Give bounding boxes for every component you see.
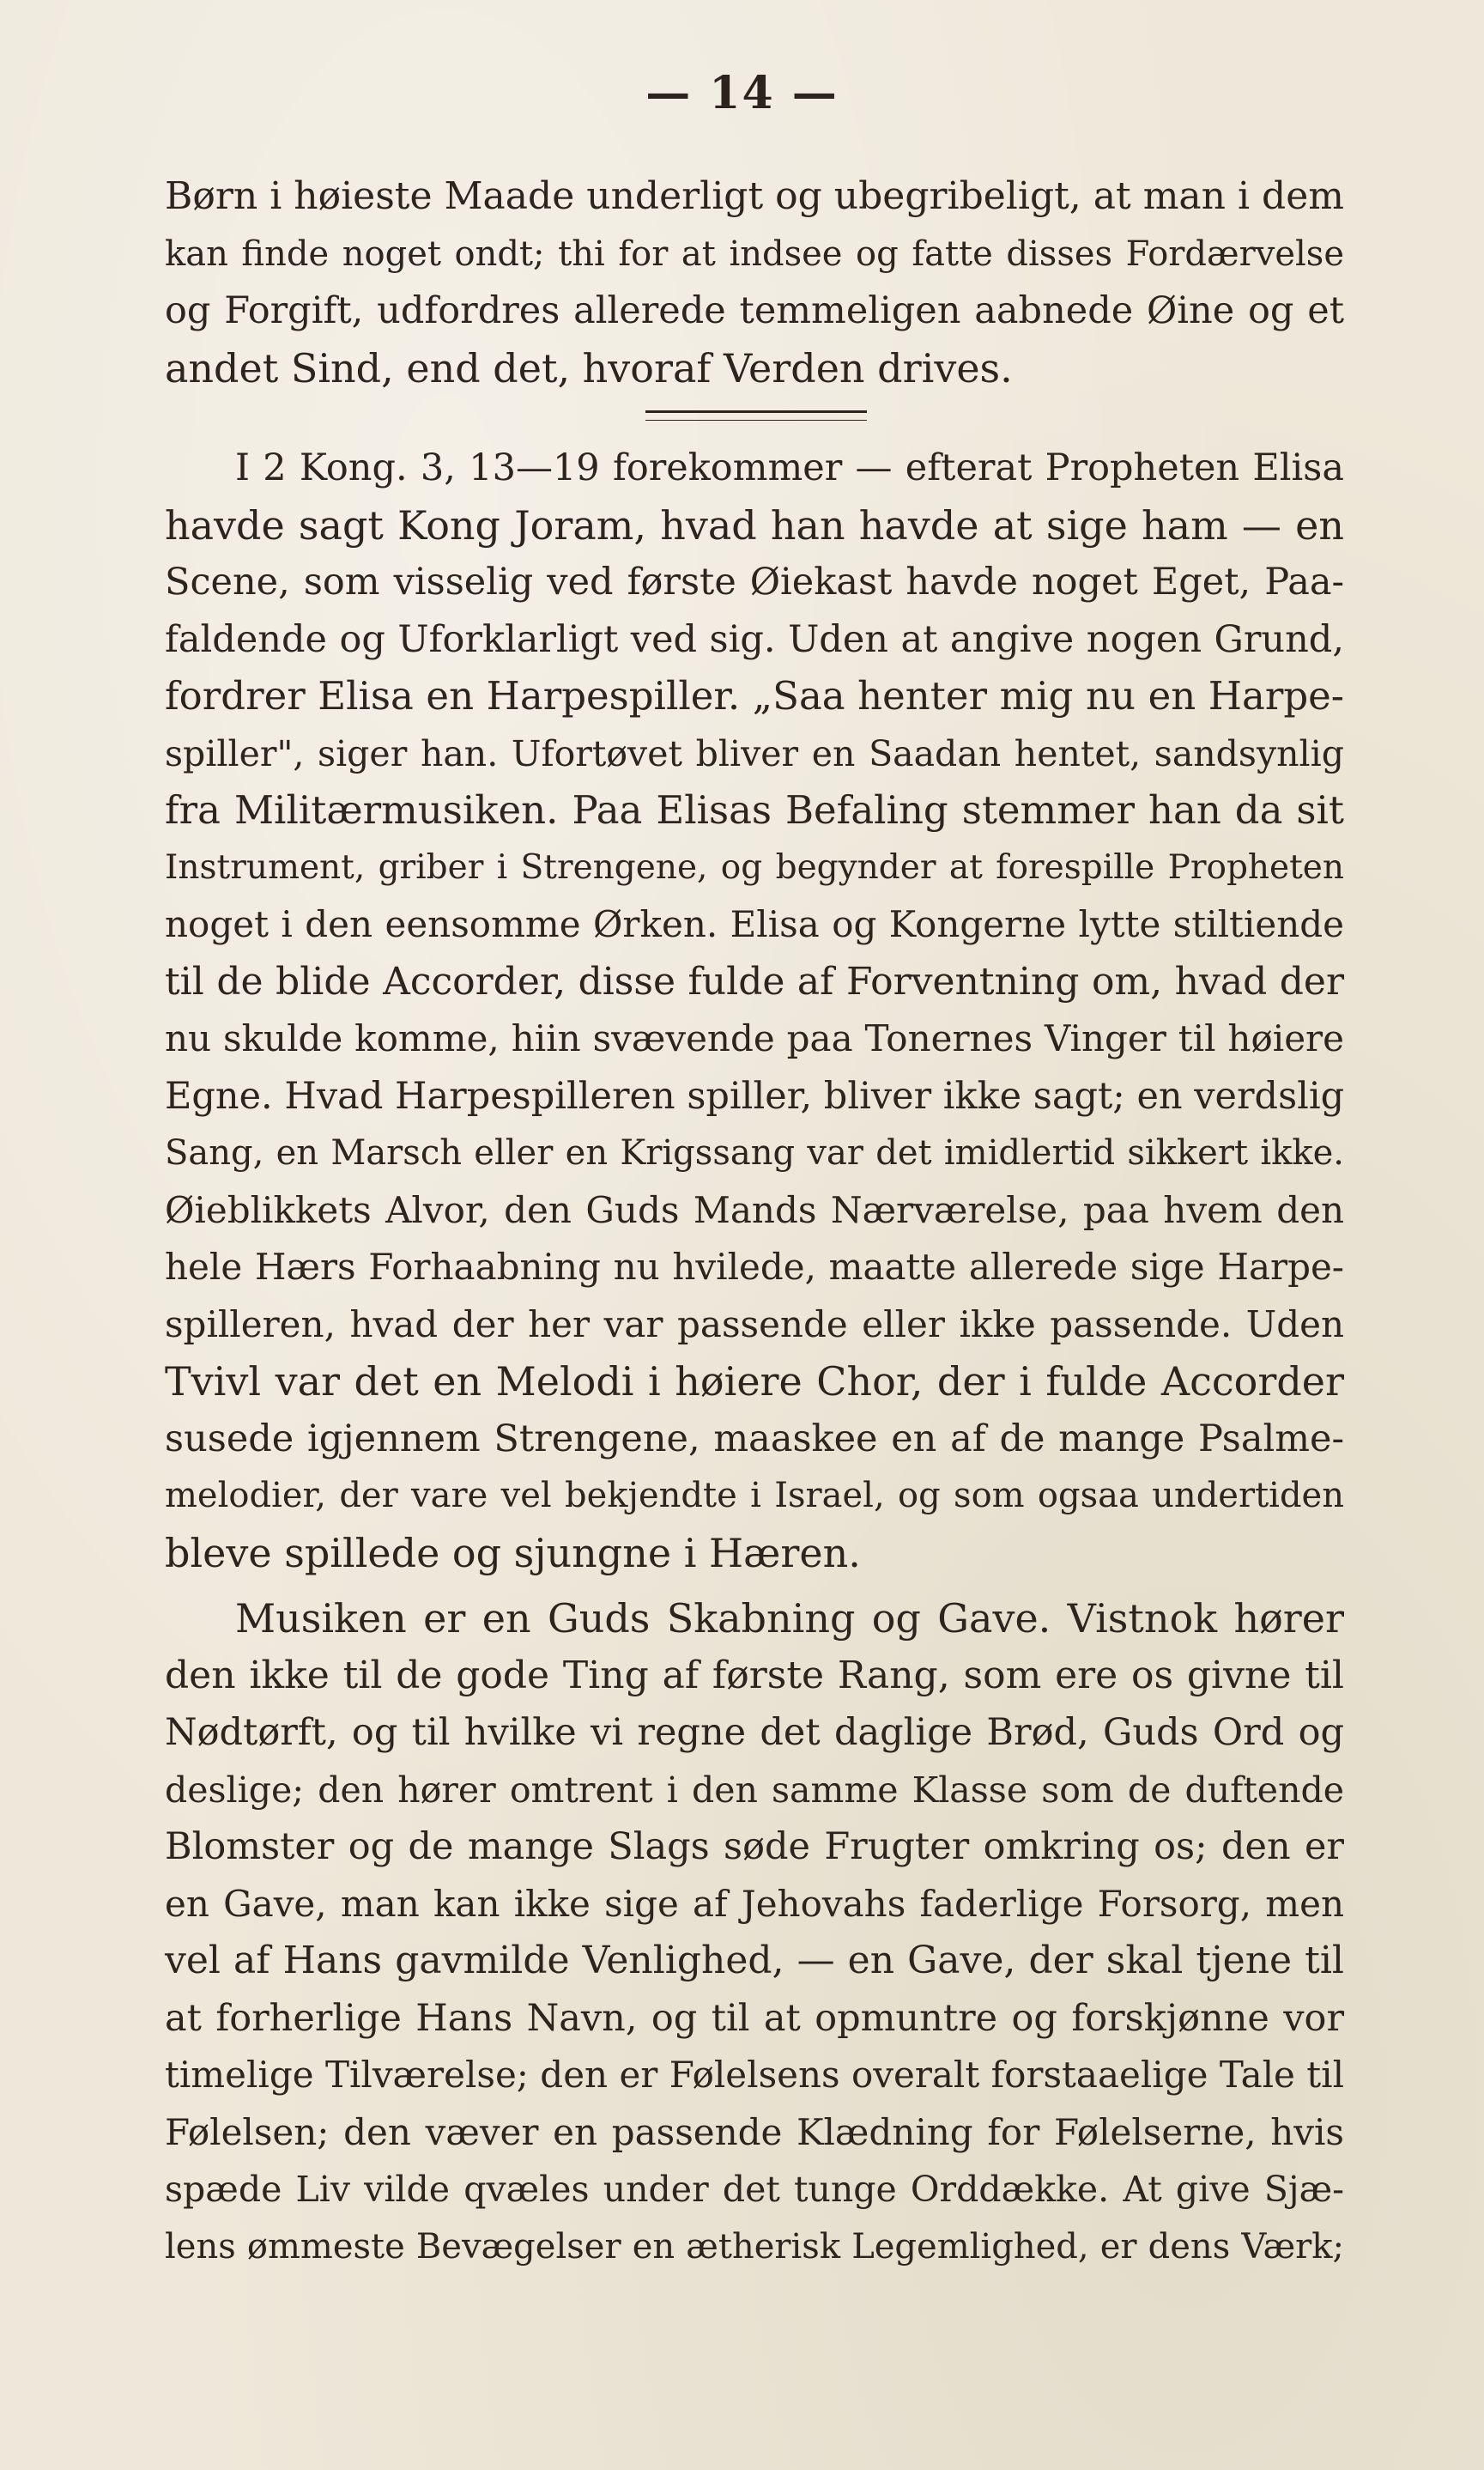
text-line: Sang, en Marsch eller en Krigssang var det imidlertid sikkert ikke.	[165, 1133, 1344, 1173]
text-line: spiller", siger han. Ufortøvet bliver en Saadan hentet, sandsynlig	[165, 732, 1344, 774]
text-line: melodier, der vare vel bekjendte i Israel, og som ogsaa undertiden	[165, 1476, 1344, 1515]
text-line: at forherlige Hans Navn, og til at opmuntre og forskjønne vor	[165, 1996, 1344, 2040]
text-line: og Forgift, udfordres allerede temmeligen aabnede Øine og et	[165, 289, 1344, 332]
text-line: Blomster og de mange Slags søde Frugter omkring os; den er	[165, 1825, 1344, 1868]
text-line: Nødtørft, og til hvilke vi regne det daglige Brød, Guds Ord og	[165, 1711, 1344, 1754]
text-line: havde sagt Kong Joram, hvad han havde at sige ham — en	[165, 501, 1344, 549]
text-line: Øieblikkets Alvor, den Guds Mands Nærværelse, paa hvem den	[165, 1188, 1344, 1231]
paragraph-1	[165, 168, 1344, 397]
text-line: Musiken er en Guds Skabning og Gave. Vistnok hører	[235, 1595, 1344, 1642]
text-line: lens ømmeste Bevægelser en ætherisk Legemlighed, er dens Værk;	[165, 2226, 1344, 2267]
text-line: Egne. Hvad Harpespilleren spiller, bliver ikke sagt; en verdslig	[165, 1074, 1345, 1118]
section-divider	[645, 410, 867, 421]
text-line: andet Sind, end det, hvoraf Verden drives.	[165, 344, 1013, 391]
text-line: I 2 Kong. 3, 13—19 forekommer — efterat Propheten Elisa	[235, 446, 1344, 489]
text-line: timelige Tilværelse; den er Følelsens overalt forstaaelige Tale til	[165, 2054, 1345, 2096]
text-line: kan finde noget ondt; thi for at indsee og fatte disses Fordærvelse	[165, 234, 1344, 274]
text-line: spæde Liv vilde qvæles under det tunge Orddække. At give Sjæ-	[165, 2169, 1344, 2210]
text-line: Børn i høieste Maade underligt og ubegribeligt, at man i dem	[165, 174, 1344, 218]
text-line: bleve spillede og sjungne i Hæren.	[165, 1529, 861, 1576]
text-line: nu skulde komme, hiin svævende paa Tonernes Vinger til høiere	[165, 1017, 1344, 1059]
text-line: fra Militærmusiken. Paa Elisas Befaling stemmer han da sit	[165, 787, 1344, 833]
text-line: hele Hærs Forhaabning nu hvilede, maatte allerede sige Harpe-	[165, 1246, 1344, 1288]
text-line: Følelsen; den væver en passende Klædning for Følelserne, hvis	[165, 2110, 1344, 2153]
text-line: vel af Hans gavmilde Venlighed, — en Gave, der skal tjene til	[165, 1939, 1344, 1982]
paragraph-3	[165, 1590, 1344, 2275]
text-line: faldende og Uforklarligt ved sig. Uden at angive nogen Grund,	[165, 617, 1344, 661]
text-line: Scene, som visselig ved første Øiekast havde noget Eget, Paa-	[165, 561, 1344, 604]
paragraph-2	[165, 440, 1344, 1581]
text-line: deslige; den hører omtrent i den samme Klasse som de duftende	[165, 1769, 1344, 1811]
text-line: en Gave, man kan ikke sige af Jehovahs faderlige Forsorg, men	[165, 1882, 1344, 1925]
text-line: spilleren, hvad der her var passende eller ikke passende. Uden	[165, 1302, 1344, 1345]
text-line: fordrer Elisa en Harpespiller. „Saa henter mig nu en Harpe-	[165, 673, 1344, 719]
text-line: noget i den eensomme Ørken. Elisa og Kongerne lytte stiltiende	[165, 903, 1344, 945]
page-number: — 14 —	[645, 67, 839, 119]
text-line: Tvivl var det en Melodi i høiere Chor, der i fulde Accorder	[165, 1358, 1344, 1405]
text-line: susede igjennem Strengene, maaskee en af de mange Psalme-	[165, 1417, 1344, 1460]
text-line: til de blide Accorder, disse fulde af Forventning om, hvad der	[165, 959, 1344, 1004]
text-line: Instrument, griber i Strengene, og begynder at forespille Propheten	[165, 847, 1344, 887]
text-line: den ikke til de gode Ting af første Rang, som ere os givne til	[165, 1653, 1344, 1697]
